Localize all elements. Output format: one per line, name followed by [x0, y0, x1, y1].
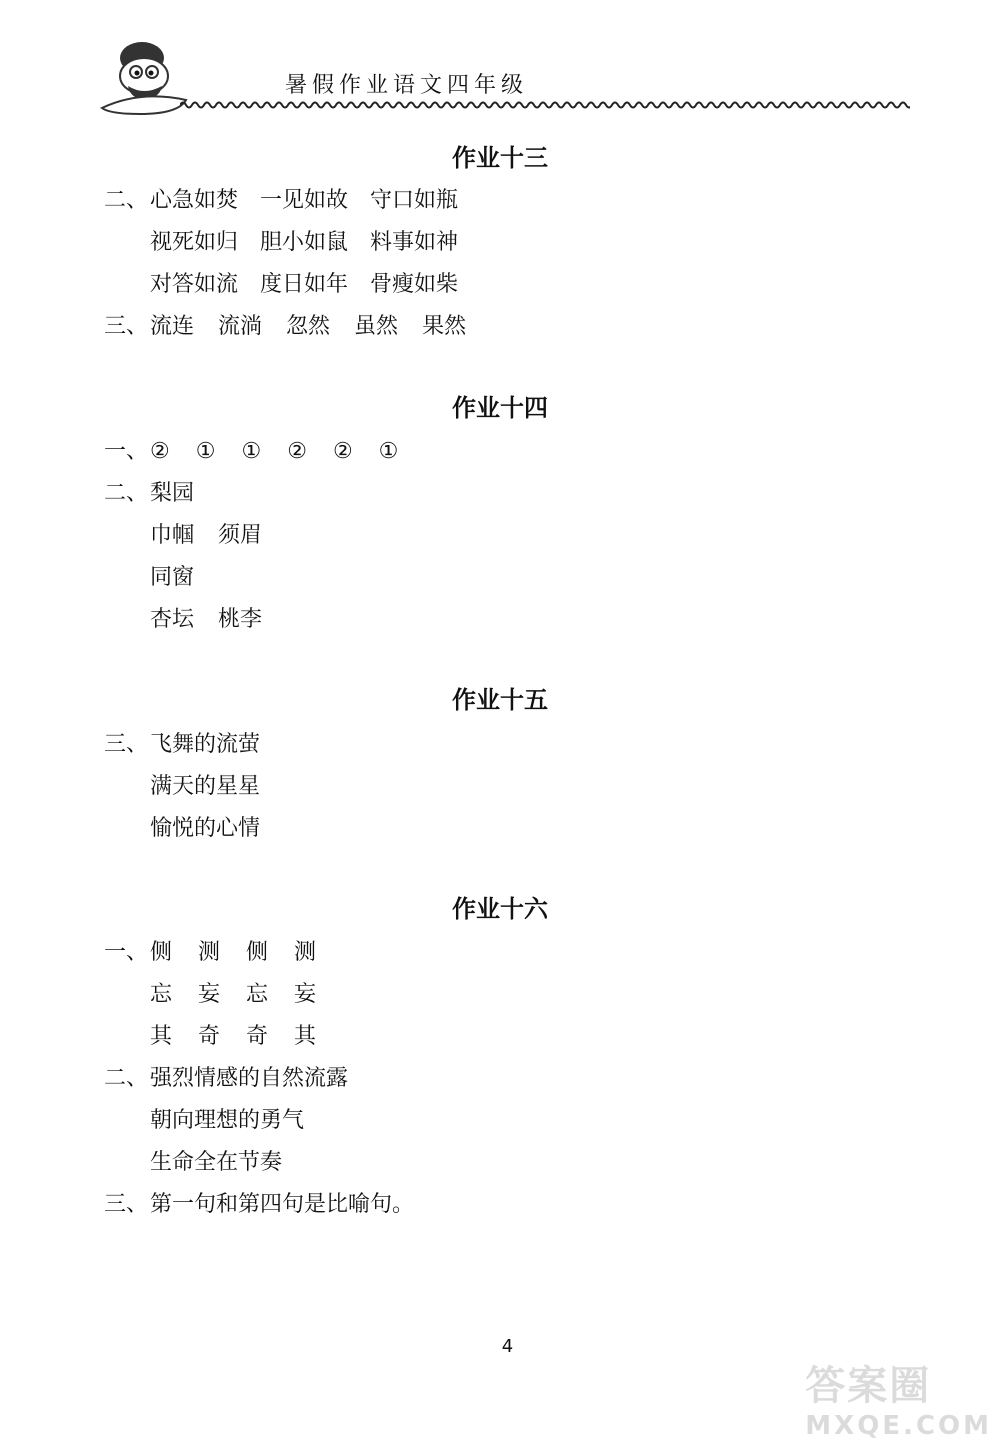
answer-marker: 二、: [104, 188, 149, 213]
answer-item: 测: [294, 940, 317, 965]
answer-item: 须眉: [218, 523, 263, 548]
answer-item: 生命全在节奏: [150, 1150, 283, 1175]
answer-item: 测: [198, 940, 221, 965]
answer-item: 奇: [198, 1024, 221, 1049]
answer-line: [0, 312, 1000, 342]
answer-item: 愉悦的心情: [150, 816, 261, 841]
answer-item: 杏坛: [150, 607, 195, 632]
answer-item: 强烈情感的自然流露: [150, 1066, 349, 1091]
answer-item: 视死如归: [150, 230, 239, 255]
answer-item: 侧: [150, 940, 173, 965]
answer-item: ①: [241, 439, 262, 464]
answer-item: 骨瘦如柴: [370, 272, 459, 297]
answer-line: [0, 1106, 1000, 1136]
page-number: 4: [501, 1336, 514, 1357]
answer-item: 其: [294, 1024, 317, 1049]
answer-item: 满天的星星: [150, 774, 261, 799]
answer-line: [0, 437, 1000, 467]
answer-item: ②: [287, 439, 307, 464]
answer-item: 妄: [294, 982, 317, 1007]
answer-line: [0, 814, 1000, 844]
answer-line: [0, 772, 1000, 802]
answer-item: ①: [378, 439, 399, 464]
answer-marker: 三、: [104, 1192, 149, 1217]
answer-item: 流连: [150, 314, 195, 339]
answer-line: [0, 1022, 1000, 1052]
answer-item: 飞舞的流萤: [150, 732, 261, 757]
answer-item: 一见如故: [260, 188, 349, 213]
answer-line: [0, 1190, 1000, 1220]
answer-item: 料事如神: [370, 230, 459, 255]
answer-item: ②: [150, 439, 170, 464]
section-title-16: 作业十六: [452, 895, 548, 923]
answer-item: 忽然: [286, 314, 331, 339]
answer-item: 忘: [246, 982, 269, 1007]
answer-item: ②: [332, 439, 353, 464]
watermark-line1: 答案圈: [805, 1363, 932, 1409]
answer-item: 忘: [150, 982, 173, 1007]
answer-line: [0, 563, 1000, 593]
answer-item: 桃李: [218, 607, 263, 632]
answer-item: 第一句和第四句是比喻句。: [150, 1192, 415, 1217]
answer-marker: 三、: [104, 732, 149, 757]
answer-line: [0, 938, 1000, 968]
answer-item: 守口如瓶: [370, 188, 459, 213]
answer-marker: 二、: [104, 481, 149, 506]
answer-marker: 一、: [104, 940, 149, 965]
watermark-logo: [805, 1354, 992, 1441]
answer-item: 妄: [198, 982, 221, 1007]
answer-line: [0, 479, 1000, 509]
answer-line: [0, 521, 1000, 551]
section-title-13: 作业十三: [452, 144, 548, 172]
answer-item: 胆小如鼠: [260, 230, 349, 255]
answer-marker: 二、: [104, 1066, 149, 1091]
answer-line: [0, 730, 1000, 760]
answer-line: [0, 605, 1000, 635]
header-title: 暑假作业语文四年级: [285, 73, 529, 98]
answer-item: 度日如年: [260, 272, 349, 297]
section-title-15: 作业十五: [452, 686, 548, 714]
answer-item: 果然: [422, 314, 467, 339]
answer-line: [0, 1148, 1000, 1178]
answer-line: [0, 270, 1000, 300]
answer-line: [0, 186, 1000, 216]
answer-item: ①: [195, 439, 216, 464]
watermark-line2: MXQE.COM: [805, 1411, 992, 1441]
answer-item: 梨园: [150, 481, 195, 506]
answer-line: [0, 980, 1000, 1010]
answer-item: 虽然: [354, 314, 399, 339]
answer-marker: 三、: [104, 314, 149, 339]
answer-item: 同窗: [150, 565, 195, 590]
page-header: [100, 38, 910, 118]
answer-line: [0, 228, 1000, 258]
header-wave-divider: [180, 100, 910, 110]
answer-item: 对答如流: [150, 272, 239, 297]
answer-item: 朝向理想的勇气: [150, 1108, 305, 1133]
answer-item: 流淌: [218, 314, 263, 339]
answer-line: [0, 1064, 1000, 1094]
answer-item: 其: [150, 1024, 173, 1049]
answer-marker: 一、: [104, 439, 149, 464]
answer-item: 侧: [246, 940, 269, 965]
answer-item: 心急如焚: [150, 188, 239, 213]
answer-item: 奇: [246, 1024, 269, 1049]
answer-item: 巾帼: [150, 523, 195, 548]
section-title-14: 作业十四: [452, 394, 548, 422]
